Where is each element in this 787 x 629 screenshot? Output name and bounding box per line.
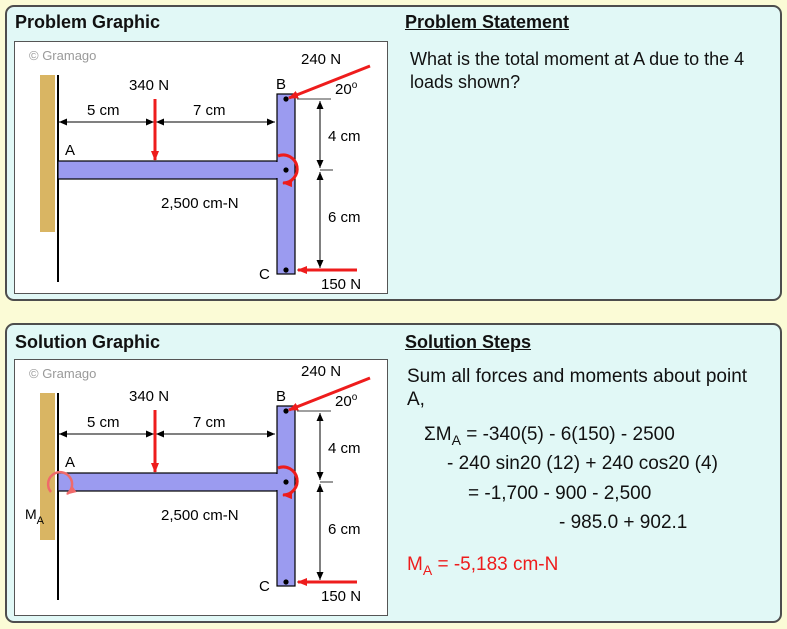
force-150-label: 150 N — [321, 276, 362, 293]
dim-4-label: 4 cm — [328, 128, 361, 145]
solution-steps-title: Solution Steps — [405, 332, 531, 352]
dim-5-label: 5 cm — [87, 414, 120, 431]
problem-statement-text: What is the total moment at A due to the 4 loads shown? — [410, 49, 745, 92]
label-b: B — [276, 76, 287, 93]
beam-horizontal — [58, 473, 277, 491]
problem-diagram — [15, 42, 388, 294]
label-a: A — [65, 454, 76, 471]
dim-6-label: 6 cm — [328, 521, 361, 538]
beam-horizontal — [58, 161, 277, 179]
solution-graphic-title: Solution Graphic — [15, 332, 161, 352]
problem-statement-title: Problem Statement — [405, 12, 570, 32]
problem-graphic — [14, 41, 388, 294]
label-c: C — [259, 578, 270, 595]
angle-label: 20$^o$ — [335, 80, 358, 98]
problem-graphic-title: Problem Graphic — [15, 12, 161, 32]
moment-label: 2,500 cm-N — [161, 195, 239, 212]
solution-eq1: $\Sigma M_A = -340(5) - 6(150) - 2500$ — [424, 424, 675, 448]
force-340-label: 340 N — [129, 77, 170, 94]
solution-graphic — [14, 359, 388, 616]
solution-panel — [5, 323, 782, 623]
label-b: B — [276, 388, 287, 405]
point-b — [283, 96, 288, 101]
point-junction — [283, 167, 288, 172]
moment-label: 2,500 cm-N — [161, 507, 239, 524]
label-c: C — [259, 266, 270, 283]
dim-7-label: 7 cm — [193, 102, 226, 119]
point-junction — [283, 479, 288, 484]
solution-eq3: = -1,700 - 900 - 2,500 — [468, 483, 652, 504]
solution-eq2: - 240 sin20 (12) + 240 cos20 (4) — [447, 453, 718, 474]
point-b — [283, 408, 288, 413]
point-c — [283, 579, 288, 584]
force-240-arrow — [289, 378, 370, 410]
dim-5-label: 5 cm — [87, 102, 120, 119]
watermark: © Gramago — [29, 366, 97, 381]
force-340-label: 340 N — [129, 388, 170, 405]
problem-panel — [5, 5, 782, 301]
force-150-label: 150 N — [321, 588, 362, 605]
watermark: © Gramago — [29, 48, 97, 63]
force-240-arrow — [289, 66, 370, 98]
solution-result: $M_A = -5,183$ cm-N — [407, 554, 559, 578]
solution-eq4: - 985.0 + 902.1 — [559, 512, 688, 533]
dim-4-label: 4 cm — [328, 440, 361, 457]
dim-7-label: 7 cm — [193, 414, 226, 431]
dim-6-label: 6 cm — [328, 209, 361, 226]
wall-support — [40, 75, 55, 232]
point-c — [283, 267, 288, 272]
force-240-label: 240 N — [301, 51, 342, 68]
label-a: A — [65, 142, 76, 159]
force-240-label: 240 N — [301, 363, 342, 380]
reaction-moment-label: $M_A$ — [25, 506, 45, 527]
solution-intro: Sum all forces and moments about point A, — [407, 366, 748, 410]
angle-label: 20$^o$ — [335, 392, 358, 410]
solution-diagram — [15, 360, 388, 616]
